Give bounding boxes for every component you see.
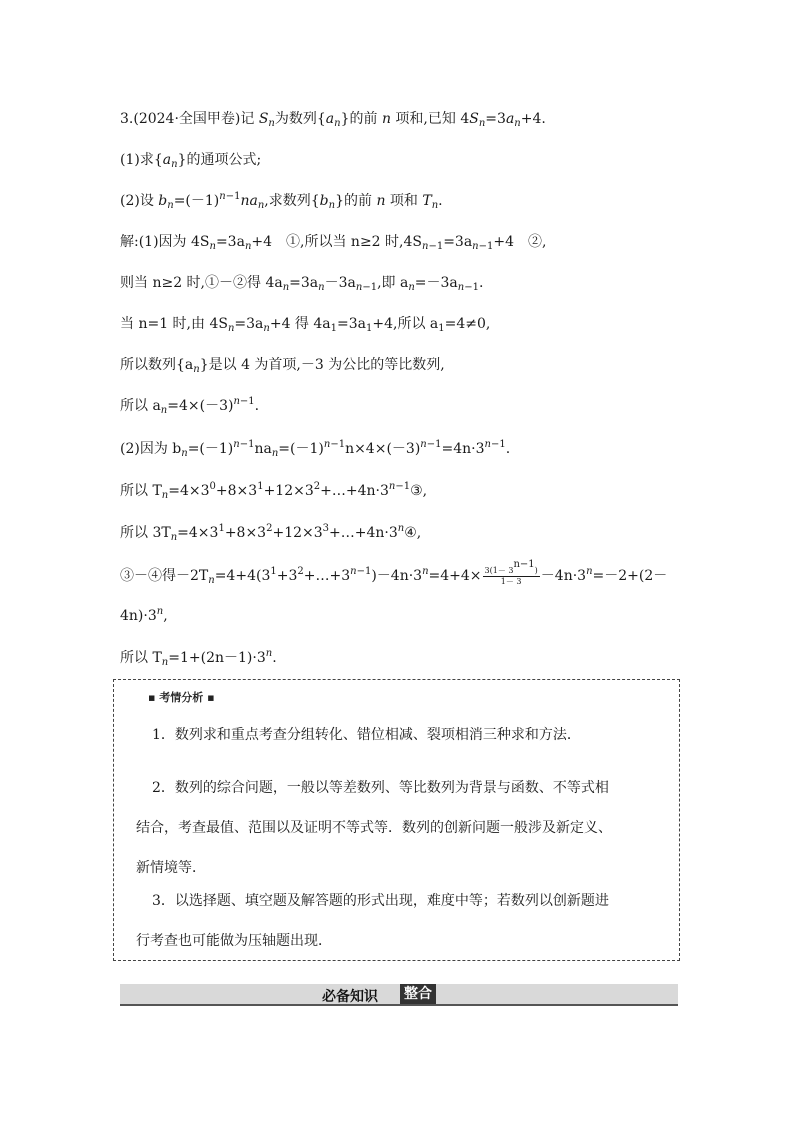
problem-question-1: (1)求$\{a_n\}$的通项公式; — [120, 152, 262, 170]
solution-line-3: 当 n=1 时,由 $4S_n=3a_n+4$ 得 $4a_1=3a_1+4$,所以 $a_1=4\ne 0$, — [120, 316, 491, 334]
analysis-box — [113, 679, 680, 961]
analysis-paragraph-3: 3．以选择题、填空题及解答题的形式出现，难度中等；若数列以创新题进 行考查也可能做为压轴题出现． — [136, 893, 609, 949]
solution-line-10: $4n)\cdot 3^n$, — [120, 606, 168, 624]
analysis-paragraph-1: 1．数列求和重点考查分组转化、错位相减、裂项相消三种求和方法． — [152, 727, 581, 743]
problem-line-1: 3.(2024·全国甲卷)记 $S_n$为数列$\{a_n\}$的前 n 项和,已知 $4S_n=3a_n+4$. — [120, 111, 546, 129]
solution-line-4: 所以数列$\{a_n\}$是以 4 为首项,－3 为公比的等比数列, — [120, 357, 445, 375]
section-header-bar — [120, 984, 678, 1006]
problem-question-2: (2)设 $b_n=(-1)^{n-1}na_n$,求数列$\{b_n\}$的前 n 项和 $T_n$. — [120, 191, 443, 211]
section-title-highlight: 整合 — [400, 984, 436, 1004]
analysis-paragraph-2: 2．数列的综合问题，一般以等差数列、等比数列为背景与函数、不等式相 结合，考查最值、范围以及证明不等式等．数列的创新问题一般涉及新定义、 新情境等． — [136, 780, 612, 876]
analysis-title: ▪ 考情分析 ▪ — [148, 691, 215, 704]
section-title: 必备知识 — [322, 989, 378, 1005]
solution-line-6: (2)因为 $b_n=(-1)^{n-1}na_n=(-1)^{n-1}n\times 4\times(-3)^{n-1}=4n\cdot 3^{n-1}$. — [120, 439, 511, 459]
solution-line-11: 所以 $T_n=1+(2n-1)\cdot 3^n$. — [120, 648, 277, 668]
solution-line-5: 所以 $a_n=4\times(-3)^{n-1}$. — [120, 396, 260, 416]
solution-line-9: ③－④得$-2T_n=4+4(3^1+3^2+\dots+3^{n-1})-4n\cdot 3^n=4+4\times$ $\frac{3(1- 3^{n-1})}{1- 3}$ $-4n\cdot 3^n=-2+(2-$ — [120, 559, 668, 586]
solution-line-1: 解:(1)因为 $4S_n=3a_n+4$ ①,所以当 n≥2 时$,4S_{n-1}=3a_{n-1}+4$ ②, — [120, 234, 547, 252]
solution-line-8: 所以 $3T_n=4\times 3^1+8\times 3^2+12\times 3^3+\dots+4n\cdot 3^n④$, — [120, 523, 422, 543]
solution-line-7: 所以 $T_n=4\times 3^0+8\times 3^1+12\times 3^2+\dots+4n\cdot 3^{n-1}③$, — [120, 481, 428, 501]
solution-line-2: 则当 n≥2 时,①－②得 $4a_n=3a_n-3a_{n-1}$,即 $a_n=-3a_{n-1}$. — [120, 275, 484, 293]
fraction: $\frac{3(1- 3^{n-1})}{1- 3}$ — [484, 559, 538, 586]
